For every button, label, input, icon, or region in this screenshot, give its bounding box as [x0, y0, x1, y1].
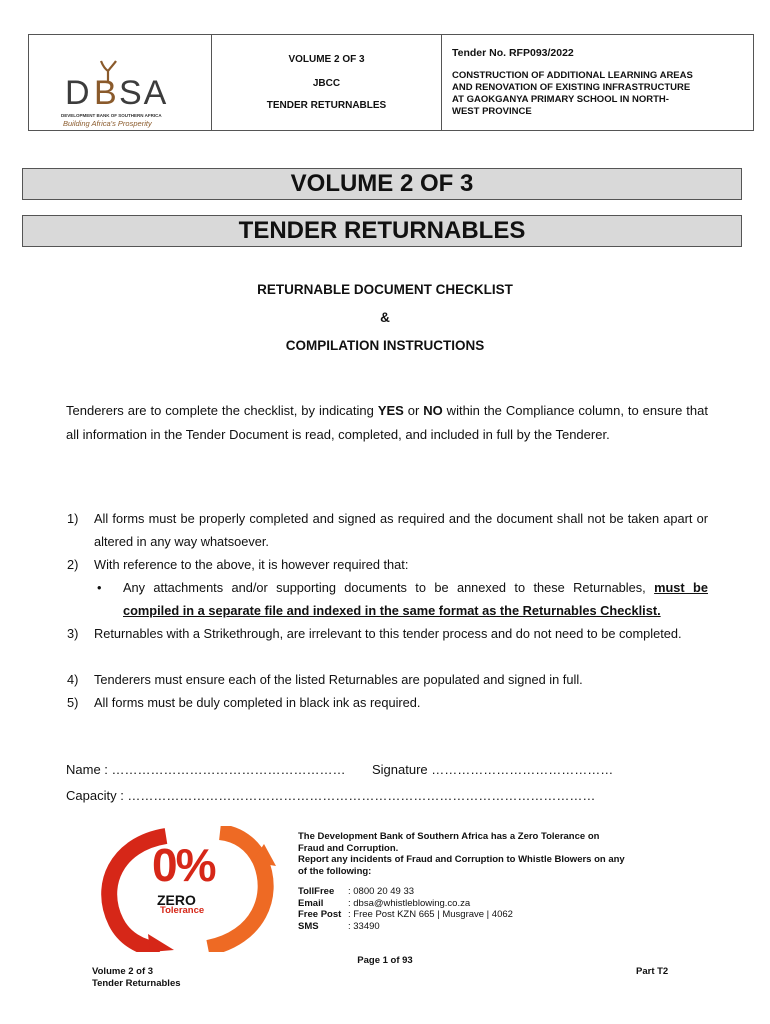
tender-number: Tender No. RFP093/2022 — [452, 47, 574, 59]
intro-text-end: within the Compliance column, to ensure that all information in the Tender Document is read, completed, and included in full by the Tenderer. — [66, 403, 708, 442]
contact-row — [298, 921, 513, 933]
svg-text:B: B — [94, 74, 117, 112]
bullet-plain: Any attachments and/or supporting documents to be annexed to these Returnables, — [123, 580, 655, 595]
intro-text: Tenderers are to complete the checklist, by indicating — [66, 403, 378, 418]
bullet-emphasis: must be compiled in a separate file and indexed in the same format as the Returnables Checklist. — [123, 580, 708, 618]
logo-subtitle: DEVELOPMENT BANK OF SOUTHERN AFRICA — [61, 113, 162, 118]
header-contract-type: JBCC — [312, 78, 341, 89]
header-table — [28, 34, 754, 131]
returnables-title-bar: TENDER RETURNABLES — [22, 215, 742, 247]
list-item — [67, 668, 708, 691]
list-number: 5) — [67, 695, 79, 710]
fraud-line: of the following: — [298, 865, 372, 877]
contact-label: SMS — [298, 920, 319, 932]
intro-paragraph — [66, 399, 708, 447]
list-item — [67, 507, 708, 553]
volume-title-bar: VOLUME 2 OF 3 — [22, 168, 742, 200]
list-text: All forms must be properly completed and signed as required and the document shall not be taken apart or altered in any way whatsoever. — [94, 511, 708, 549]
list-item — [67, 622, 708, 668]
fraud-line: The Development Bank of Southern Africa has a Zero Tolerance on — [298, 831, 600, 842]
checklist-heading: RETURNABLE DOCUMENT CHECKLIST — [257, 282, 513, 297]
contact-label: TollFree — [298, 886, 335, 897]
list-text: All forms must be duly completed in black ink as required. — [94, 695, 421, 710]
tender-desc-line: WEST PROVINCE — [452, 106, 532, 117]
footer-part: Part T2 — [636, 966, 669, 977]
capacity-field[interactable]: Capacity : ……………………………………………………………………………………………… — [66, 788, 596, 803]
contact-row — [298, 886, 513, 898]
compilation-heading: COMPILATION INSTRUCTIONS — [285, 338, 485, 353]
svg-text:SA: SA — [119, 74, 169, 112]
logo-cell — [29, 35, 212, 130]
name-field[interactable]: Name : ……………………………………………… — [66, 762, 346, 777]
tender-description — [452, 70, 742, 118]
fraud-line: Fraud and Corruption. — [298, 842, 399, 854]
volume-cell — [212, 35, 442, 130]
tender-desc-line: CONSTRUCTION OF ADDITIONAL LEARNING AREAS — [452, 70, 693, 81]
tender-desc-line: AT GAOKGANYA PRIMARY SCHOOL IN NORTH- — [452, 94, 669, 105]
logo-tagline: Building Africa's Prosperity — [63, 119, 152, 128]
bullet-icon: • — [97, 580, 102, 595]
bullet-text — [123, 576, 708, 622]
intro-or: or — [403, 403, 424, 418]
list-item — [67, 553, 708, 576]
fraud-notice — [298, 831, 625, 877]
signature-field[interactable]: Signature …………………………………… — [372, 762, 614, 777]
contact-value: : 33490 — [348, 920, 380, 932]
list-text: With reference to the above, it is however required that: — [94, 557, 409, 572]
contact-row — [298, 909, 513, 921]
intro-no: NO — [423, 403, 443, 418]
whistleblower-contacts — [298, 886, 513, 932]
header-volume: VOLUME 2 OF 3 — [288, 54, 365, 65]
contact-label: Free Post — [298, 909, 342, 920]
tender-desc-line: AND RENOVATION OF EXISTING INFRASTRUCTURE — [452, 82, 691, 93]
page-number: Page 1 of 93 — [357, 955, 413, 966]
list-item — [67, 691, 708, 714]
contact-value: : 0800 20 49 33 — [348, 886, 415, 897]
list-text: Returnables with a Strikethrough, are irrelevant to this tender process and do not need to be completed. — [94, 626, 682, 641]
intro-yes: YES — [377, 403, 404, 418]
list-number: 1) — [67, 511, 79, 526]
svg-text:D: D — [65, 74, 92, 112]
header-section: TENDER RETURNABLES — [266, 100, 387, 111]
fraud-line: Report any incidents of Fraud and Corruption to Whistle Blowers on any — [298, 854, 625, 865]
contact-label: Email — [298, 897, 324, 909]
bullet-item — [97, 576, 708, 622]
list-number: 3) — [67, 626, 79, 641]
contact-value: : Free Post KZN 665 | Musgrave | 4062 — [348, 909, 513, 920]
list-text: Tenderers must ensure each of the listed Returnables are populated and signed in full. — [94, 672, 583, 687]
list-number: 2) — [67, 557, 79, 572]
badge-zero: ZERO — [157, 892, 196, 908]
checklist-ampersand: & — [380, 310, 390, 325]
contact-row — [298, 898, 513, 910]
tender-cell — [442, 35, 753, 130]
list-number: 4) — [67, 672, 79, 687]
badge-percent: 0% — [152, 839, 215, 891]
badge-tolerance: Tolerance — [160, 905, 205, 916]
footer-volume: Volume 2 of 3 — [92, 966, 154, 977]
contact-value: : dbsa@whistleblowing.co.za — [348, 897, 471, 909]
footer-section: Tender Returnables — [92, 978, 181, 989]
